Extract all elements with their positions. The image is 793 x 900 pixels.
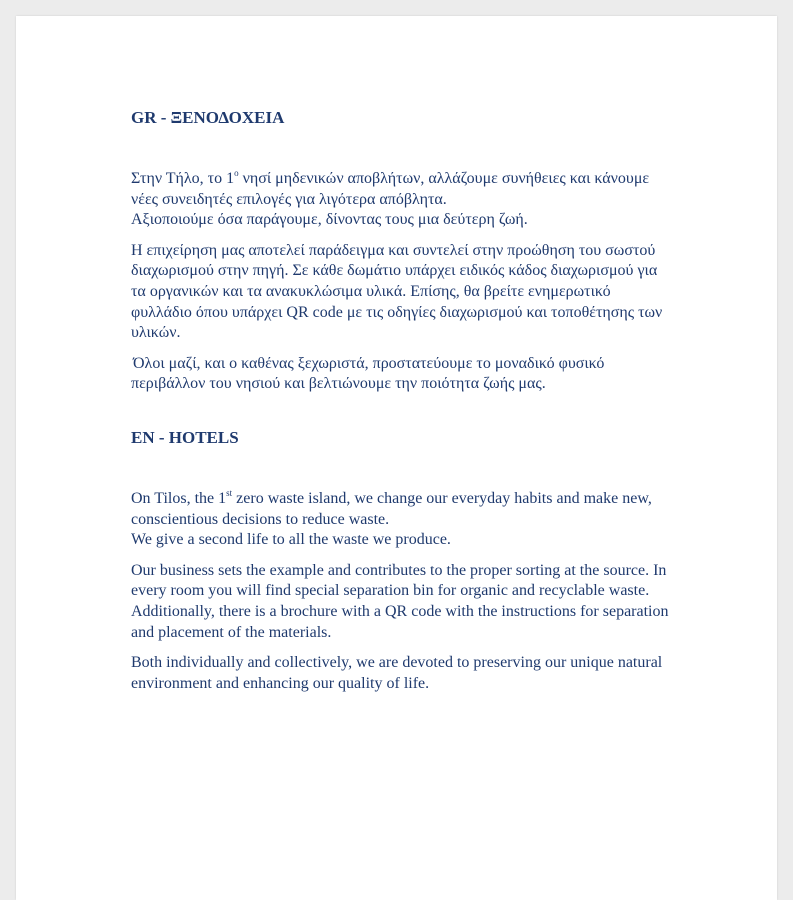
gr-heading: GR - ΞΕΝΟΔΟΧΕΙΑ bbox=[131, 108, 285, 127]
en-p1-text-c: We give a second life to all the waste we produce. bbox=[131, 531, 451, 549]
document-page bbox=[16, 16, 777, 900]
en-heading: EN - HOTELS bbox=[131, 427, 239, 447]
gr-paragraph-3: Όλοι μαζί, και ο καθένας ξεχωριστά, προστατεύουμε το μοναδικό φυσικό περιβάλλον του νησιού και βελτιώνουμε την ποιότητα ζωής μας. bbox=[131, 354, 605, 393]
gr-paragraph-1 bbox=[131, 169, 671, 231]
document-content bbox=[131, 107, 671, 704]
gr-p1-text-a: Στην Τήλο, το 1 bbox=[131, 170, 235, 187]
gr-p1-ordinal: ο bbox=[234, 167, 239, 178]
en-p1-text-b: zero waste island, we change our everyday habits and make new, conscientious decisions to reduce waste. bbox=[131, 489, 652, 528]
en-paragraph-1 bbox=[131, 489, 671, 551]
gr-paragraph-2: Η επιχείρηση μας αποτελεί παράδειγμα και συντελεί στην προώθηση του σωστού διαχωρισμού στην πηγή. Σε κάθε δωμάτιο υπάρχει ειδικός κάδος διαχωρισμού για τα οργανικών και τα ανακυκλώσιμα υλικά. Επίσης, θα βρείτε ενημερωτικό φυλλάδιο όπου υπάρχει QR code με τις οδηγίες διαχωρισμού και τοποθέτησης των υλικών. bbox=[131, 241, 663, 342]
en-p1-text-a: On Tilos, the 1 bbox=[131, 489, 227, 507]
en-paragraph-2: Our business sets the example and contributes to the proper sorting at the source. In every room you will find special separation bin for organic and recyclable waste. Additionally, there is a brochure with a QR code with the instructions for separation and placement of the materials. bbox=[131, 561, 669, 641]
gr-p1-text-b: νησί μηδενικών αποβλήτων, αλλάζουμε συνήθειες και κάνουμε νέες συνειδητές επιλογές για λιγότερα απόβλητα. bbox=[131, 170, 650, 208]
en-p1-ordinal: st bbox=[226, 487, 233, 498]
en-paragraph-3: Both individually and collectively, we are devoted to preserving our unique natural environment and enhancing our quality of life. bbox=[131, 654, 663, 692]
gr-p1-text-c: Αξιοποιούμε όσα παράγουμε, δίνοντας τους μια δεύτερη ζωή. bbox=[131, 211, 528, 229]
